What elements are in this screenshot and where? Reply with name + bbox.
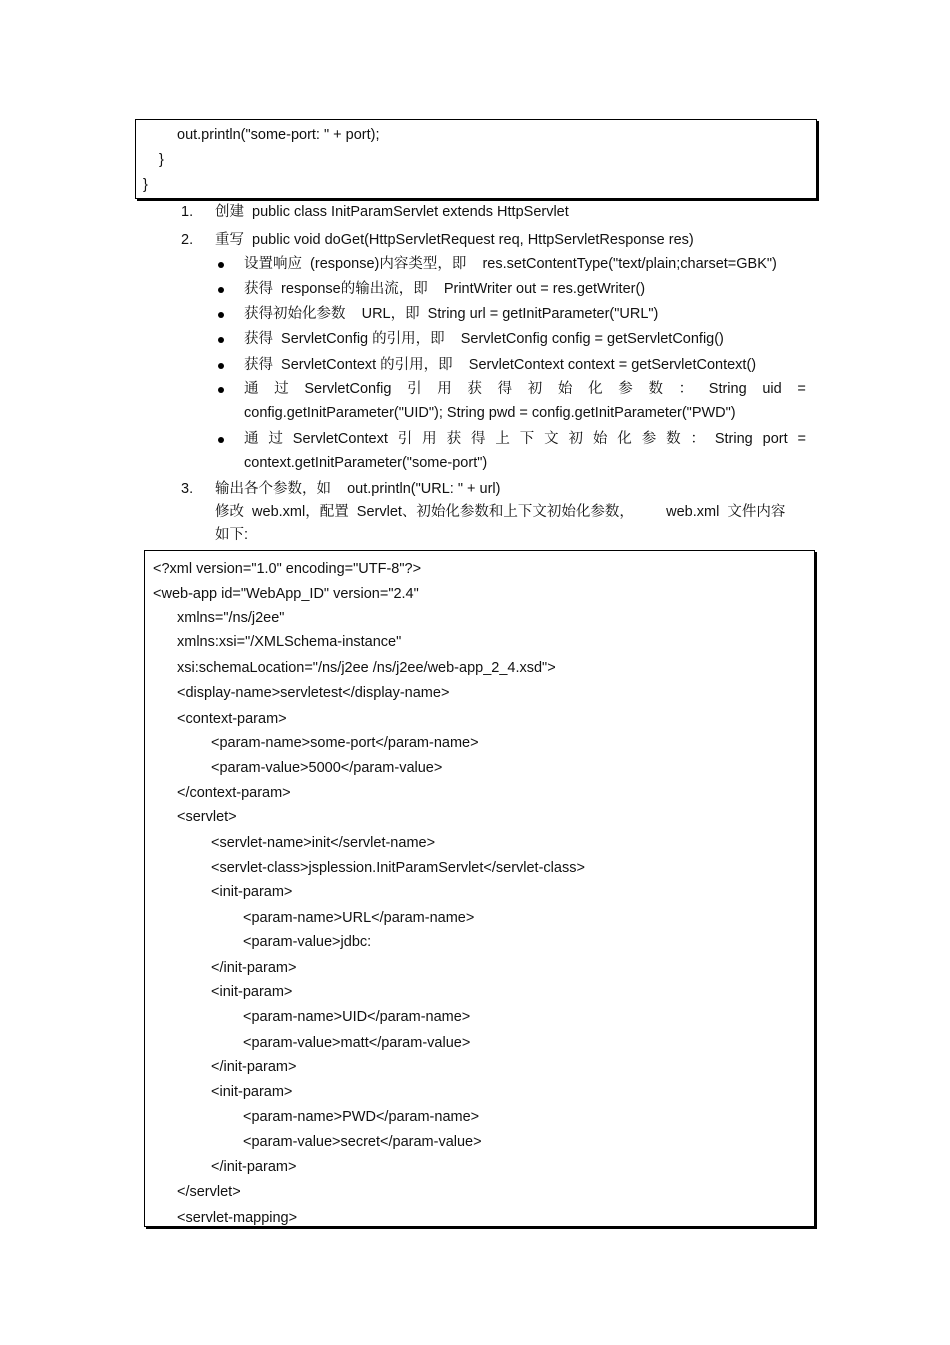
justified-word: 文 (544, 431, 559, 447)
justified-word: 参 (641, 431, 657, 447)
step-text: 输出各个参数，如 out.println("URL: " + url) (215, 481, 501, 497)
justified-word: 下 (519, 431, 535, 447)
bullet-dot (218, 262, 224, 268)
justified-word: 过 (268, 431, 283, 447)
xml-line: <param-name>some-port</param-name> (211, 735, 479, 751)
xml-line: xmlns="/ns/j2ee" (177, 610, 285, 626)
justified-word: = (797, 381, 806, 397)
xml-line: <display-name>servletest</display-name> (177, 685, 450, 701)
justified-word: 上 (495, 431, 510, 447)
code-line: } (143, 177, 148, 193)
justified-word: 过 (274, 381, 289, 397)
justified-word: 用 (437, 381, 452, 397)
justified-word: ServletContext (292, 431, 388, 447)
justified-word: 得 (497, 381, 513, 397)
step-number: 1. (181, 204, 194, 220)
bullet-text: 获得 ServletContext 的引用，即 ServletContext context = getServletContext() (244, 357, 757, 373)
justified-word: 获 (467, 381, 482, 397)
code-box-top (135, 119, 817, 199)
xml-line: <param-name>UID</param-name> (243, 1009, 471, 1025)
bullet-text: 设置响应 (response)内容类型，即 res.setContentType("text/plain;charset=GBK") (244, 256, 777, 272)
justified-word: 得 (470, 431, 486, 447)
bullet-text-justified (244, 380, 806, 398)
code-line: } (159, 152, 164, 168)
xml-line: <param-value>5000</param-value> (211, 760, 443, 776)
bullet-text: 获得 ServletConfig 的引用，即 ServletConfig config = getServletConfig() (244, 331, 724, 347)
justified-word: 化 (617, 431, 632, 447)
bullet-dot (218, 437, 224, 443)
justified-word: 数 (666, 431, 681, 447)
justified-word: 初 (527, 381, 543, 397)
xml-line: <web-app id="WebApp_ID" version="2.4" (153, 586, 419, 602)
xml-line: <?xml version="1.0" encoding="UTF-8"?> (153, 561, 422, 577)
bullet-text: 获得初始化参数 URL，即 String url = getInitParameter("URL") (244, 306, 659, 322)
bullet-dot (218, 312, 224, 318)
justified-word: ServletConfig (304, 381, 392, 397)
xml-line: <init-param> (211, 884, 293, 900)
xml-line: <servlet-class>jsplession.InitParamServlet</servlet-class> (211, 860, 585, 876)
step-number: 2. (181, 232, 194, 248)
justified-word: 始 (592, 431, 608, 447)
bullet-dot (218, 387, 224, 393)
justified-word: = (797, 431, 806, 447)
justified-word: ： (678, 381, 694, 397)
xml-line: <servlet-name>init</servlet-name> (211, 835, 436, 851)
xml-line: <param-value>matt</param-value> (243, 1035, 471, 1051)
xml-line: xsi:schemaLocation="/ns/j2ee /ns/j2ee/web-app_2_4.xsd"> (177, 660, 556, 676)
justified-word: String (708, 381, 747, 397)
xml-line: <param-value>jdbc: (243, 934, 372, 950)
justified-word: 始 (557, 381, 573, 397)
justified-word: 用 (422, 431, 437, 447)
justified-word: String (714, 431, 753, 447)
step-text: 创建 public class InitParamServlet extends HttpServlet (215, 204, 569, 220)
bullet-dot (218, 363, 224, 369)
xml-line: <param-value>secret</param-value> (243, 1134, 482, 1150)
justified-word: 参 (618, 381, 633, 397)
xml-line: <param-name>PWD</param-name> (243, 1109, 480, 1125)
xml-line: <servlet> (177, 809, 237, 825)
xml-line: </init-param> (211, 1059, 297, 1075)
justified-word: 获 (446, 431, 462, 447)
justified-word: 通 (244, 431, 259, 447)
paragraph-line: 修改 web.xml，配置 Servlet、初始化参数和上下文初始化参数， web.xml 文件内容 (215, 504, 786, 520)
justified-word: 引 (397, 431, 413, 447)
xml-line: <servlet-mapping> (177, 1210, 298, 1226)
justified-word: 化 (588, 381, 603, 397)
bullet-text: 获得 response的输出流，即 PrintWriter out = res.getWriter() (244, 281, 646, 297)
step-text: 重写 public void doGet(HttpServletRequest req, HttpServletResponse res) (215, 232, 694, 248)
bullet-text-justified (244, 430, 806, 448)
xml-line: <context-param> (177, 711, 287, 727)
code-line: out.println("some-port: " + port); (177, 127, 380, 143)
xml-line: </context-param> (177, 785, 291, 801)
code-box-xml (144, 550, 815, 1227)
justified-word: 初 (568, 431, 584, 447)
bullet-text-continued: config.getInitParameter("UID"); String pwd = config.getInitParameter("PWD") (244, 405, 736, 421)
xml-line: <init-param> (211, 1084, 293, 1100)
justified-word: port (762, 431, 788, 447)
justified-word: uid (762, 381, 782, 397)
xml-line: xmlns:xsi="/XMLSchema-instance" (177, 634, 402, 650)
paragraph-line: 如下: (215, 527, 249, 543)
justified-word: 通 (244, 381, 259, 397)
xml-line: </servlet> (177, 1184, 241, 1200)
bullet-dot (218, 287, 224, 293)
xml-line: </init-param> (211, 1159, 297, 1175)
step-number: 3. (181, 481, 194, 497)
bullet-dot (218, 337, 224, 343)
xml-line: <init-param> (211, 984, 293, 1000)
justified-word: ： (690, 431, 705, 447)
justified-word: 引 (407, 381, 422, 397)
xml-line: <param-name>URL</param-name> (243, 910, 475, 926)
xml-line: </init-param> (211, 960, 297, 976)
bullet-text-continued: context.getInitParameter("some-port") (244, 455, 488, 471)
justified-word: 数 (648, 381, 663, 397)
